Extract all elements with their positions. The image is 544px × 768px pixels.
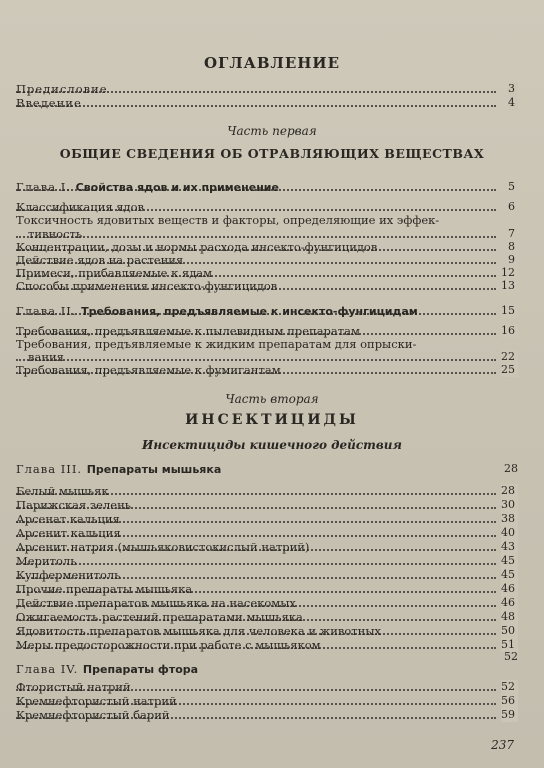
toc-entry: Купферменитоль 45 [16,568,518,582]
toc-entry: Классификация ядов 6 [16,200,518,214]
toc-entry-introduction: Введение 4 [16,96,518,110]
section-title: ИНСЕКТИЦИДЫ [185,412,359,428]
toc-entry: Концентрации, дозы и нормы расхода инсекто-фунгицидов 8 [16,240,518,254]
chapter-heading: Глава I. Свойства ядов и их применение 5 [16,180,518,194]
toc-entry: Действие ядов на растения 9 [16,253,518,267]
toc-entry: Парижская зелень 30 [16,498,518,512]
toc-entry: Арсенит кальция 40 [16,526,518,540]
toc-entry: Примеси, прибавляемые к ядам 12 [16,266,518,280]
toc-entry: вания 22 [16,350,518,364]
toc-entry: Кремнефтористый барий 59 [16,708,518,722]
toc-entry: Фтористый натрий 52 [16,680,518,694]
chapter-heading: Глава III. Препараты мышьяка 28 [16,462,518,476]
toc-entry: Действие препаратов мышьяка на насекомых 46 [16,596,518,610]
part-title: ОБЩИЕ СВЕДЕНИЯ ОБ ОТРАВЛЯЮЩИХ ВЕЩЕСТВАХ [59,146,485,161]
toc-entry: Прочие препараты мышьяка 46 [16,582,518,596]
chapter-heading: Глава II. Требования, предъявляемые к инсекто-фунгицидам 15 [16,304,518,318]
toc-entry: Способы применения инсекто-фунгицидов 13 [16,279,518,293]
toc-entry-preface: Предисловие 3 [16,82,518,96]
toc-entry: Меры предосторожности при работе с мышьяком 51 [16,638,518,652]
toc-entry: Требования, предъявляемые к пылевидным препаратам 16 [16,324,518,338]
toc-title: ОГЛАВЛЕНИЕ [203,54,341,72]
toc-entry-line: Требования, предъявляемые к жидким препаратам для опрыски- [16,337,417,351]
toc-entry: Арсенат кальция 38 [16,512,518,526]
toc-entry: Арсенит натрия (мышьяковистокислый натрий) 43 [16,540,518,554]
chapter-heading: Глава IV. Препараты фтора 52 [16,650,518,676]
toc-entry: Белый мышьяк 28 [16,484,518,498]
toc-entry: Ядовитость препаратов мышьяка для человека и животных 50 [16,624,518,638]
toc-entry: Требования, предъявляемые к фумигантам 25 [16,363,518,377]
part-label: Часть первая [227,124,317,138]
page-number: 237 [491,738,514,752]
toc-entry-line: Токсичность ядовитых веществ и факторы, определяющие их эффек- [16,213,440,227]
toc-entry: Ожигаемость растений препаратами мышьяка 48 [16,610,518,624]
part-label: Часть вторая [225,392,319,406]
toc-entry: тивность 7 [16,227,518,241]
toc-entry: Меритоль 45 [16,554,518,568]
subsection-title: Инсектициды кишечного действия [142,438,402,452]
toc-entry: Кремнефтористый натрий 56 [16,694,518,708]
